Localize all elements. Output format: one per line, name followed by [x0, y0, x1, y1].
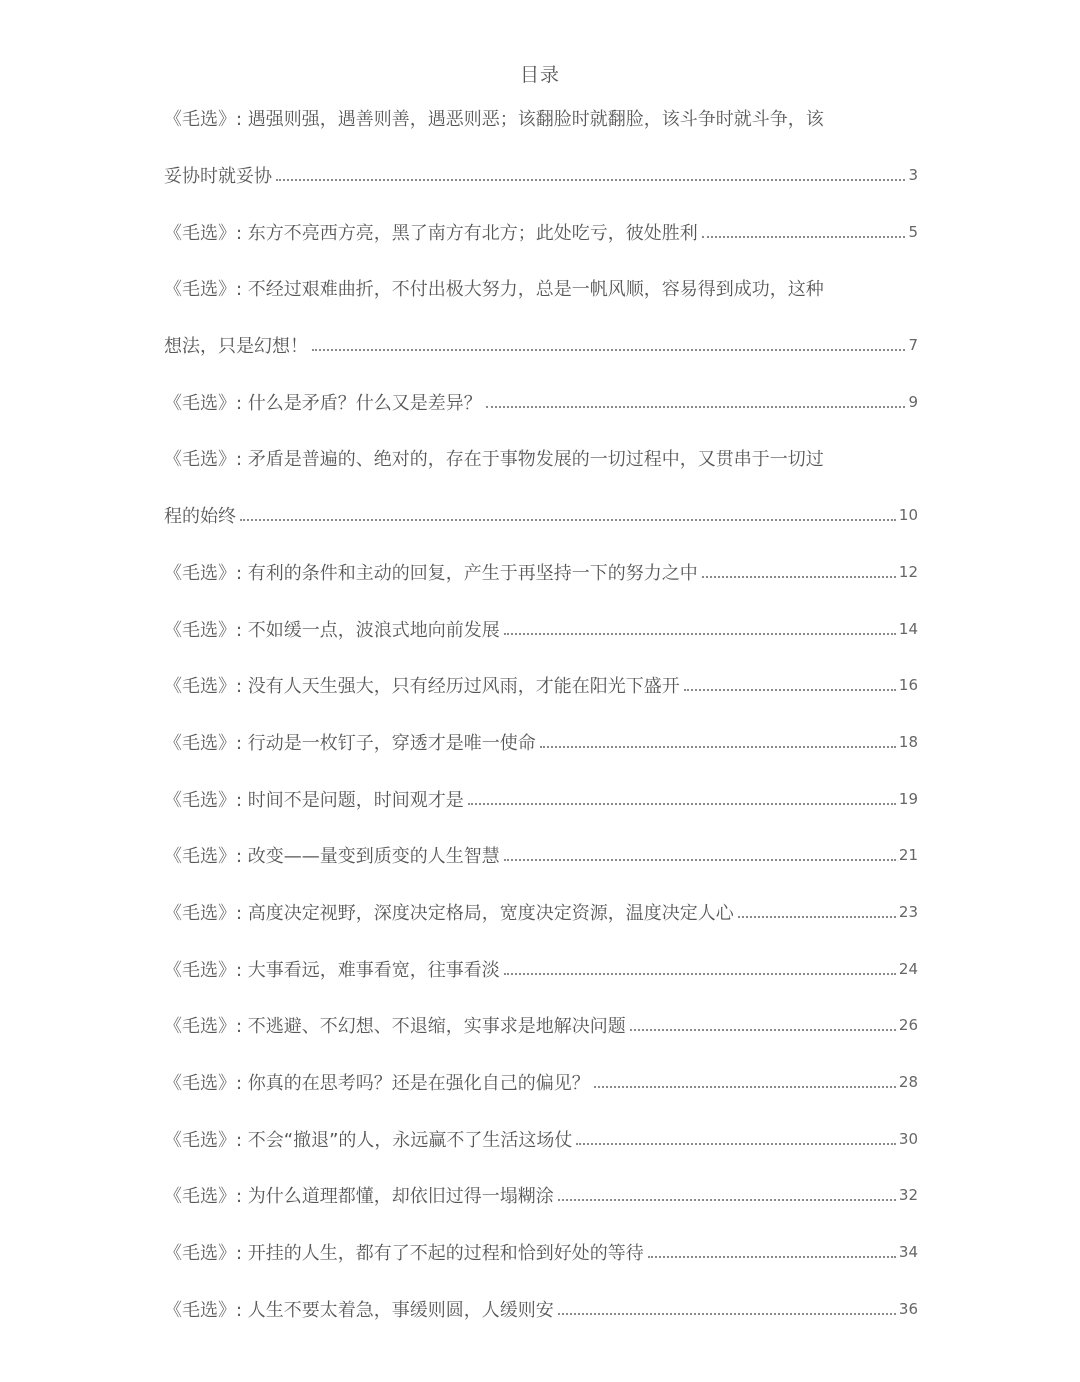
toc-entry-title: 《毛选》: 不会“撤退”的人，永远赢不了生活这场仗	[164, 1129, 573, 1151]
toc-entry-title: 《毛选》: 开挂的人生，都有了不起的过程和恰到好处的等待	[164, 1243, 644, 1265]
toc-entry-line	[164, 203, 918, 260]
toc-entry[interactable]	[164, 1054, 918, 1111]
toc-page-number: 23	[898, 902, 918, 921]
toc-leader-dots	[594, 1086, 896, 1088]
toc-entry-title: 《毛选》: 没有人天生强大，只有经历过风雨，才能在阳光下盛开	[164, 676, 680, 698]
toc-entry-title: 《毛选》: 人生不要太着急，事缓则圆，人缓则安	[164, 1299, 554, 1321]
toc-page-number: 10	[898, 506, 918, 525]
toc-leader-dots	[468, 803, 896, 805]
toc-leader-dots	[312, 349, 905, 351]
toc-entry[interactable]	[164, 373, 918, 430]
toc-entry-title: 《毛选》: 矛盾是普遍的、绝对的，存在于事物发展的一切过程中，又贯串于一切过	[164, 449, 824, 471]
toc-leader-dots	[240, 519, 896, 521]
toc-entry-title: 《毛选》: 你真的在思考吗？还是在强化自己的偏见？	[164, 1073, 590, 1095]
toc-leader-dots	[504, 633, 896, 635]
toc-entry-line	[164, 770, 918, 827]
toc-entry[interactable]	[164, 600, 918, 657]
toc-entry-title: 《毛选》: 不如缓一点，波浪式地向前发展	[164, 619, 500, 641]
toc-entry-title: 《毛选》: 高度决定视野，深度决定格局，宽度决定资源，温度决定人心	[164, 902, 734, 924]
toc-entry-title: 《毛选》: 行动是一枚钉子，穿透才是唯一使命	[164, 732, 536, 754]
toc-entry-line	[164, 827, 918, 884]
toc-entry-title: 《毛选》: 遇强则强，遇善则善，遇恶则恶；该翻脸时就翻脸，该斗争时就斗争，该	[164, 109, 824, 131]
toc-entry[interactable]	[164, 1167, 918, 1224]
toc-page-number: 28	[898, 1073, 918, 1092]
toc-page-number: 24	[898, 959, 918, 978]
toc-entry-title: 《毛选》: 为什么道理都懂，却依旧过得一塌糊涂	[164, 1186, 554, 1208]
toc-page-number: 9	[908, 392, 918, 411]
toc-entry-line	[164, 90, 918, 147]
toc-entry-title: 《毛选》: 改变——量变到质变的人生智慧	[164, 846, 500, 868]
toc-leader-dots	[702, 236, 905, 238]
toc-leader-dots	[684, 689, 896, 691]
toc-leader-dots	[504, 859, 896, 861]
toc-entry-line	[164, 373, 918, 430]
toc-entry-line	[164, 657, 918, 714]
toc-entry-line	[164, 487, 918, 544]
toc-entry-title-continued: 妥协时就妥协	[164, 166, 272, 188]
toc-entry-line	[164, 1224, 918, 1281]
toc-leader-dots	[504, 973, 896, 975]
toc-entry-line	[164, 1167, 918, 1224]
toc-page-number: 18	[898, 732, 918, 751]
toc-page-number: 7	[908, 336, 918, 355]
toc-entry-line	[164, 1054, 918, 1111]
toc-entry-line	[164, 940, 918, 997]
toc-leader-dots	[276, 179, 905, 181]
toc-entry[interactable]	[164, 90, 918, 203]
toc-entry[interactable]	[164, 770, 918, 827]
toc-page-number: 26	[898, 1016, 918, 1035]
toc-entry-line	[164, 997, 918, 1054]
toc-entry-line	[164, 714, 918, 771]
toc-entry-line	[164, 884, 918, 941]
toc-entry[interactable]	[164, 430, 918, 543]
toc-entry-title: 《毛选》: 大事看远，难事看宽，往事看淡	[164, 959, 500, 981]
toc-entry-title-continued: 程的始终	[164, 506, 236, 528]
toc-page-number: 19	[898, 789, 918, 808]
toc-entry-line	[164, 260, 918, 317]
toc-page-number: 16	[898, 676, 918, 695]
toc-entry-line	[164, 1280, 918, 1337]
toc-page-number: 21	[898, 846, 918, 865]
toc-entry-title: 《毛选》: 不逃避、不幻想、不退缩，实事求是地解决问题	[164, 1016, 626, 1038]
toc-entry-line	[164, 317, 918, 374]
toc-page-number: 14	[898, 619, 918, 638]
toc-entry[interactable]	[164, 544, 918, 601]
toc-entry[interactable]	[164, 940, 918, 997]
toc-leader-dots	[576, 1143, 895, 1145]
toc-entry[interactable]	[164, 260, 918, 373]
toc-leader-dots	[702, 576, 896, 578]
toc-leader-dots	[558, 1199, 896, 1201]
toc-leader-dots	[486, 406, 905, 408]
toc-leader-dots	[630, 1029, 896, 1031]
toc-page-number: 34	[898, 1243, 918, 1262]
toc-entry[interactable]	[164, 827, 918, 884]
toc-entry[interactable]	[164, 1224, 918, 1281]
toc-entry-title: 《毛选》: 有利的条件和主动的回复，产生于再坚持一下的努力之中	[164, 562, 698, 584]
toc-page-number: 3	[908, 166, 918, 185]
toc-entry-line	[164, 430, 918, 487]
toc-entry-line	[164, 1110, 918, 1167]
toc-page-number: 5	[908, 222, 918, 241]
toc-leader-dots	[738, 916, 896, 918]
toc-entry-title: 《毛选》: 什么是矛盾？什么又是差异？	[164, 392, 482, 414]
toc-title: 目录	[519, 64, 560, 86]
toc-entry-line	[164, 147, 918, 204]
toc-entry[interactable]	[164, 997, 918, 1054]
toc-entry[interactable]	[164, 1280, 918, 1337]
toc-page-number: 32	[898, 1186, 918, 1205]
toc-leader-dots	[558, 1313, 896, 1315]
toc-entry-line	[164, 600, 918, 657]
toc-page-number: 12	[898, 562, 918, 581]
toc-entry-title-continued: 想法，只是幻想！	[164, 336, 308, 358]
toc-entry[interactable]	[164, 884, 918, 941]
toc-entry[interactable]	[164, 1110, 918, 1167]
toc-entry[interactable]	[164, 714, 918, 771]
toc-entry-line	[164, 544, 918, 601]
toc-list	[164, 90, 918, 1337]
toc-entry[interactable]	[164, 203, 918, 260]
toc-entry[interactable]	[164, 657, 918, 714]
toc-page-number: 36	[898, 1299, 918, 1318]
toc-leader-dots	[648, 1256, 896, 1258]
toc-entry-title: 《毛选》: 东方不亮西方亮，黑了南方有北方；此处吃亏，彼处胜利	[164, 222, 698, 244]
toc-entry-title: 《毛选》: 不经过艰难曲折，不付出极大努力，总是一帆风顺，容易得到成功，这种	[164, 279, 824, 301]
toc-leader-dots	[540, 746, 896, 748]
toc-entry-title: 《毛选》: 时间不是问题，时间观才是	[164, 789, 464, 811]
toc-page-number: 30	[898, 1129, 918, 1148]
